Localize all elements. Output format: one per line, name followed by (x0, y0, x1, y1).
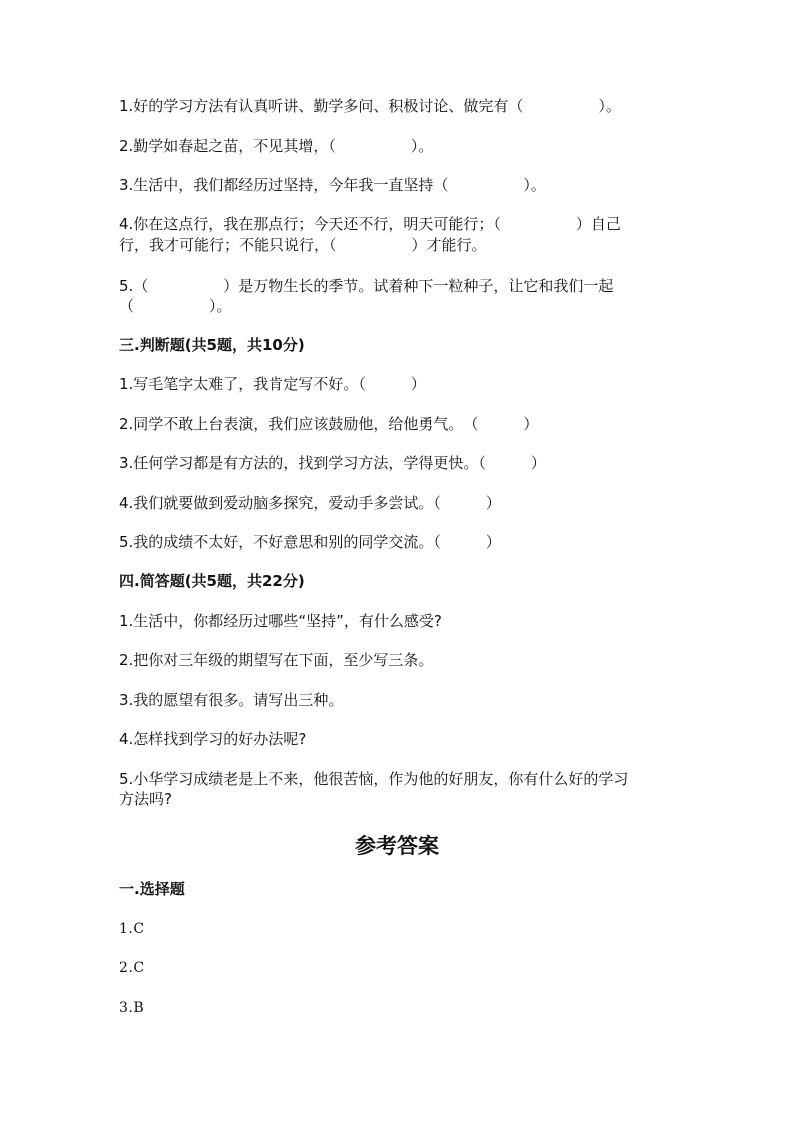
judge-question-2: 2.同学不敢上台表演，我们应该鼓励他，给他勇气。 （ ） (119, 415, 539, 433)
answer-2: 2.C (119, 960, 145, 976)
short-answer-question-5-line-2: 方法吗? (119, 790, 172, 808)
judge-question-3: 3.任何学习都是有方法的，找到学习方法，学得更快。（ ） (119, 454, 546, 472)
fill-blank-question-5-line-2: （ ）。 (119, 297, 232, 315)
fill-blank-question-4-line-2: 行，我才可能行；不能只说行，（ ）才能行。 (119, 236, 487, 254)
judge-question-4: 4.我们就要做到爱动脑多探究，爱动手多尝试。（ ） (119, 494, 501, 512)
short-answer-question-4: 4.怎样找到学习的好办法呢? (119, 730, 307, 748)
section-3-heading: 三.判断题(共5题，共10分) (119, 336, 305, 354)
fill-blank-question-1: 1.好的学习方法有认真听讲、勤学多问、积极讨论、做完有（ ）。 (119, 97, 621, 115)
answer-1: 1.C (119, 921, 145, 937)
short-answer-question-2: 2.把你对三年级的期望写在下面，至少写三条。 (119, 651, 434, 669)
fill-blank-question-2: 2.勤学如春起之苗，不见其增，（ ）。 (119, 137, 434, 155)
judge-question-1: 1.写毛笔字太难了，我肯定写不好。（ ） (119, 375, 426, 393)
answer-key-title: 参考答案 (355, 834, 439, 858)
fill-blank-question-3: 3.生活中，我们都经历过坚持，今年我一直坚持（ ）。 (119, 176, 546, 194)
answer-3: 3.B (119, 1000, 145, 1016)
judge-question-5: 5.我的成绩不太好，不好意思和别的同学交流。（ ） (119, 533, 501, 551)
fill-blank-question-4-line-1: 4.你在这点行，我在那点行；今天还不行，明天可能行；（ ）自己 (119, 215, 621, 233)
fill-blank-question-5-line-1: 5.（ ）是万物生长的季节。试着种下一粒种子，让它和我们一起 (119, 277, 614, 295)
short-answer-question-1: 1.生活中，你都经历过哪些“坚持”，有什么感受? (119, 612, 442, 630)
section-4-heading: 四.简答题(共5题，共22分) (119, 572, 305, 590)
short-answer-question-3: 3.我的愿望有很多。请写出三种。 (119, 691, 344, 709)
short-answer-question-5-line-1: 5.小华学习成绩老是上不来，他很苦恼，作为他的好朋友，你有什么好的学习 (119, 770, 629, 788)
answer-key-section-heading: 一.选择题 (119, 880, 185, 898)
